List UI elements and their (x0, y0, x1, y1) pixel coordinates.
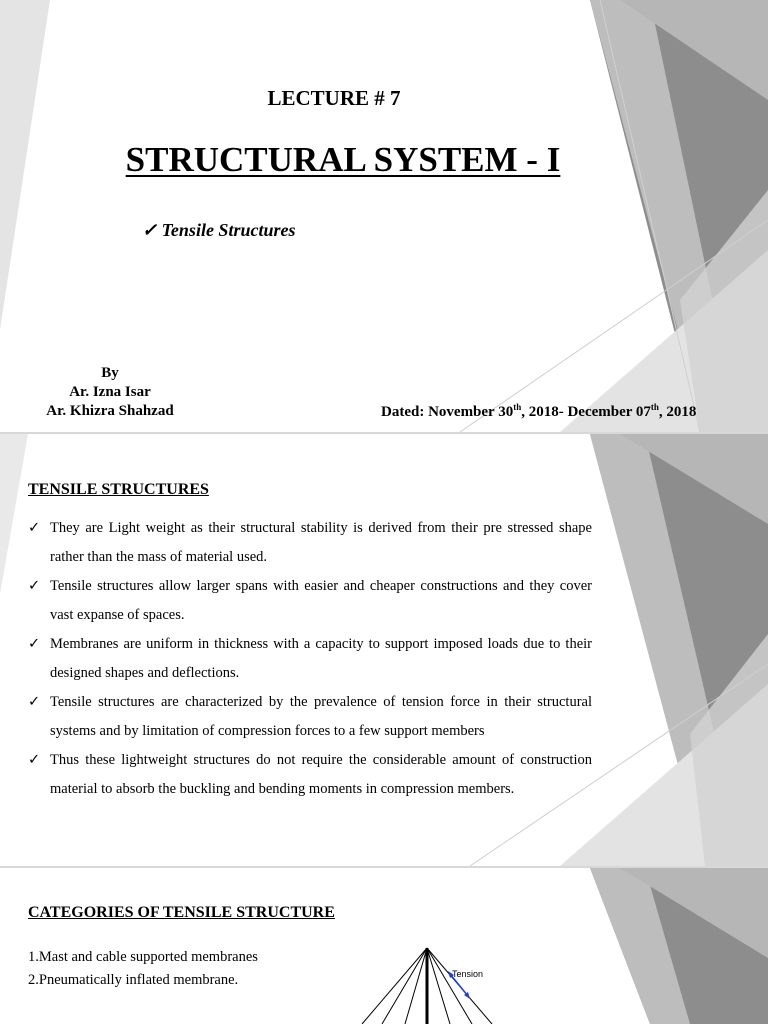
list-item (28, 514, 592, 572)
slide-categories (0, 868, 768, 1024)
checkmark-icon: ✓ (28, 578, 41, 594)
mast-cable-diagram (350, 944, 510, 1024)
author-1: Ar. Izna Isar (69, 384, 151, 400)
topic-line (142, 220, 295, 241)
list-item (28, 630, 592, 688)
checkmark-icon: ✓ (28, 636, 41, 652)
by-label: By (101, 365, 119, 381)
list-item: 2.Pneumatically inflated membrane. (28, 972, 239, 988)
bullet-text: They are Light weight as their structural stability is derived from their pre stressed shape rather than the mass of material used. (50, 520, 592, 565)
slide-title (0, 0, 768, 432)
section-heading: CATEGORIES OF TENSILE STRUCTURE (28, 904, 335, 921)
date-line (381, 402, 696, 421)
lecture-number: LECTURE # 7 (267, 86, 401, 110)
list-item (28, 572, 592, 630)
slide-tensile-structures (0, 434, 768, 866)
bullet-list (28, 514, 592, 804)
slide-title-text (0, 140, 686, 180)
checkmark-icon: ✓ (28, 694, 41, 710)
author-2: Ar. Khizra Shahzad (46, 403, 174, 419)
date-sup-1: th (513, 402, 522, 412)
date-prefix: Dated: November 30 (381, 404, 514, 420)
bullet-text: Thus these lightweight structures do not require the considerable amount of construction material to absorb the buckling and bending moments in compression members. (50, 752, 592, 797)
topic-text: Tensile Structures (161, 220, 296, 240)
course-title: STRUCTURAL SYSTEM - I (125, 140, 561, 179)
checkmark-icon: ✓ (28, 520, 41, 536)
checkmark-icon: ✓ (142, 220, 158, 240)
list-item (28, 746, 592, 804)
list-item: 1.Mast and cable supported membranes (28, 949, 258, 965)
bullet-text: Tensile structures are characterized by the prevalence of tension force in their structural systems and by limitation of compression forces to a few support members (50, 694, 592, 739)
category-list (28, 946, 258, 992)
bullet-text: Tensile structures allow larger spans with easier and cheaper constructions and they cover vast expanse of spaces. (50, 578, 592, 623)
checkmark-icon: ✓ (28, 752, 41, 768)
tension-label: Tension (452, 969, 484, 979)
date-mid: , 2018- December 07 (521, 404, 651, 420)
date-suffix: , 2018 (658, 404, 697, 420)
list-item (28, 688, 592, 746)
author-block (20, 364, 200, 421)
bullet-text: Membranes are uniform in thickness with a capacity to support imposed loads due to their designed shapes and deflections. (50, 636, 592, 681)
date-sup-2: th (650, 402, 659, 412)
section-heading: TENSILE STRUCTURES (28, 481, 209, 498)
